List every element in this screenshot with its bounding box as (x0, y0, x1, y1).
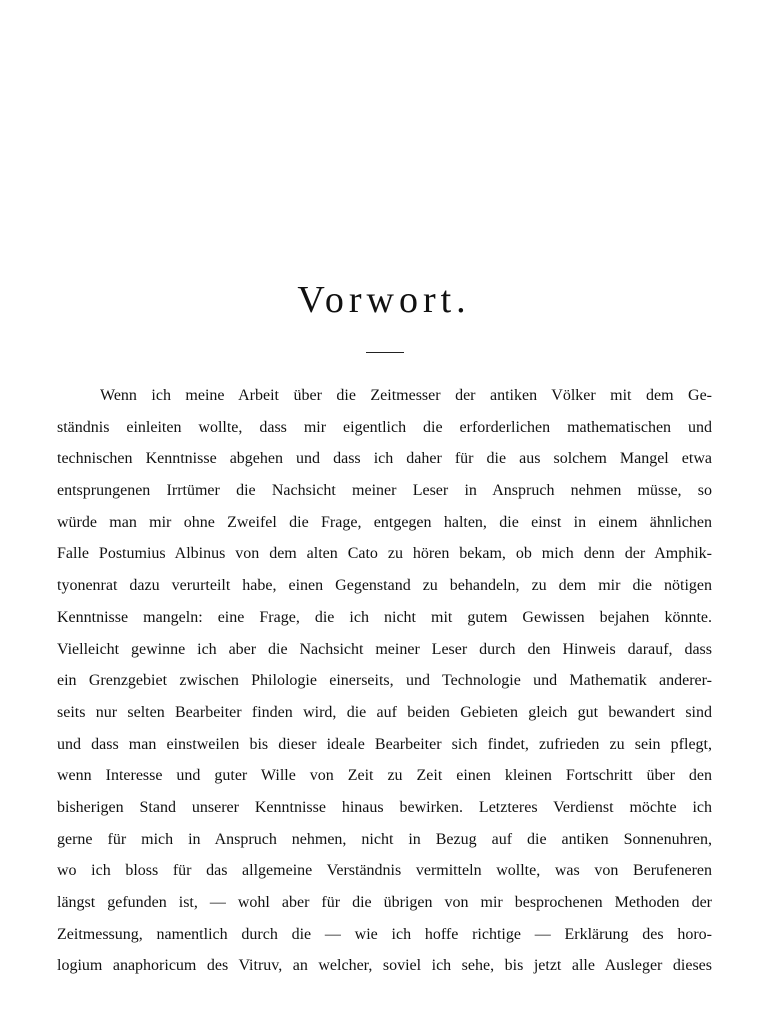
text-line: ein Grenzgebiet zwischen Philologie einerseits, und Technologie und Mathematik anderer- (57, 672, 712, 690)
text-line: Falle Postumius Albinus von dem alten Cato zu hören bekam, ob mich denn der Amphik- (57, 545, 712, 563)
text-line: Vielleicht gewinne ich aber die Nachsicht meiner Leser durch den Hinweis darauf, dass (57, 640, 712, 658)
text-line: Wenn ich meine Arbeit über die Zeitmesser der antiken Völker mit dem Ge- (100, 387, 712, 404)
text-line: tyonenrat dazu verurteilt habe, einen Gegenstand zu behandeln, zu dem mir die nötigen (57, 577, 712, 595)
text-line: entsprungenen Irrtümer die Nachsicht meiner Leser in Anspruch nehmen müsse, so (57, 482, 712, 500)
text-line: wo ich bloss für das allgemeine Verständnis vermitteln wollte, was von Berufeneren (57, 862, 712, 880)
text-line: bisherigen Stand unserer Kenntnisse hinaus bewirken. Letzteres Verdienst möchte ich (57, 798, 712, 816)
preface-paragraph (57, 380, 712, 982)
text-line: logium anaphoricum des Vitruv, an welcher, soviel ich sehe, bis jetzt alle Ausleger dieses (57, 957, 712, 975)
page-heading: Vorwort. (297, 279, 471, 321)
text-line: ständnis einleiten wollte, dass mir eigentlich die erforderlichen mathematischen und (57, 418, 712, 436)
text-line: Zeitmessung, namentlich durch die — wie ich hoffe richtige — Erklärung des horo- (57, 925, 712, 943)
text-line: technischen Kenntnisse abgehen und dass ich daher für die aus solchem Mangel etwa (57, 450, 712, 468)
text-line: gerne für mich in Anspruch nehmen, nicht in Bezug auf die antiken Sonnenuhren, (57, 830, 712, 848)
heading-rule (366, 352, 404, 353)
text-line: und dass man einstweilen bis dieser ideale Bearbeiter sich findet, zufrieden zu sein pflegt, (57, 735, 712, 753)
text-line: wenn Interesse und guter Wille von Zeit zu Zeit einen kleinen Fortschritt über den (57, 767, 712, 785)
text-line: längst gefunden ist, — wohl aber für die übrigen von mir besprochenen Methoden der (57, 894, 712, 911)
text-line: würde man mir ohne Zweifel die Frage, entgegen halten, die einst in einem ähnlichen (57, 513, 712, 531)
text-line: Kenntnisse mangeln: eine Frage, die ich nicht mit gutem Gewissen bejahen könnte. (57, 608, 712, 626)
text-line: seits nur selten Bearbeiter finden wird, die auf beiden Gebieten gleich gut bewandert sind (57, 703, 712, 721)
